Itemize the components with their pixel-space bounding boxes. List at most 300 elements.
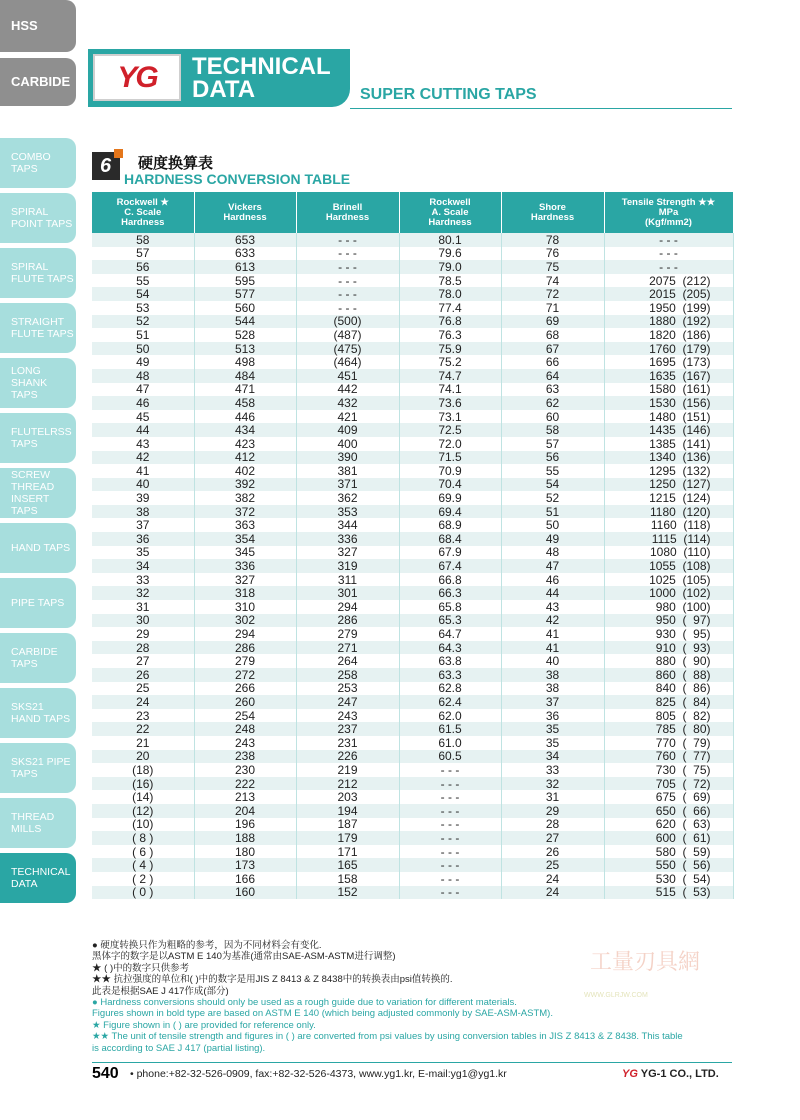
table-row: [92, 845, 733, 859]
table-cell: 345: [194, 546, 296, 560]
table-cell: 432: [296, 396, 399, 410]
table-cell: 260: [194, 695, 296, 709]
table-cell: 30: [92, 614, 194, 628]
table-cell: - - -: [399, 804, 501, 818]
table-cell: 613: [194, 260, 296, 274]
table-body: [92, 233, 733, 899]
table-row: [92, 247, 733, 261]
table-cell: 74.7: [399, 369, 501, 383]
table-cell: 47: [501, 559, 604, 573]
table-row: [92, 233, 733, 247]
table-cell: 67.4: [399, 559, 501, 573]
table-cell: 64.7: [399, 627, 501, 641]
table-cell: 160: [194, 886, 296, 900]
table-cell: 79.6: [399, 247, 501, 261]
table-cell: 910 ( 93): [604, 641, 733, 655]
table-row: [92, 722, 733, 736]
table-cell: 24: [92, 695, 194, 709]
table-cell: (10): [92, 818, 194, 832]
table-cell: 1295 (132): [604, 464, 733, 478]
table-cell: 68.4: [399, 532, 501, 546]
yg-logo-text: YG: [117, 60, 157, 94]
table-cell: 47: [92, 383, 194, 397]
table-row: [92, 600, 733, 614]
table-cell: 45: [92, 410, 194, 424]
table-cell: 2015 (205): [604, 287, 733, 301]
table-cell: 253: [296, 682, 399, 696]
table-cell: 20: [92, 750, 194, 764]
table-cell: 33: [92, 573, 194, 587]
table-cell: 35: [92, 546, 194, 560]
table-cell: 577: [194, 287, 296, 301]
sidebar-item-sks21-hand-taps[interactable]: SKS21 HAND TAPS: [0, 688, 76, 738]
table-cell: (500): [296, 315, 399, 329]
yg-logo: [93, 54, 181, 101]
table-cell: 371: [296, 478, 399, 492]
sidebar-item-flutelrss-taps[interactable]: FLUTELRSS TAPS: [0, 413, 76, 463]
footer-brand: YG YG-1 CO., LTD.: [622, 1068, 719, 1080]
table-cell: 434: [194, 423, 296, 437]
table-row: [92, 437, 733, 451]
table-cell: 226: [296, 750, 399, 764]
table-cell: 400: [296, 437, 399, 451]
table-cell: (487): [296, 328, 399, 342]
table-cell: 412: [194, 451, 296, 465]
sidebar-carbide[interactable]: CARBIDE: [0, 58, 76, 106]
table-cell: 62.8: [399, 682, 501, 696]
table-row: [92, 287, 733, 301]
table-cell: 63.3: [399, 668, 501, 682]
table-cell: (12): [92, 804, 194, 818]
table-cell: 63.8: [399, 654, 501, 668]
table-cell: 68.9: [399, 518, 501, 532]
table-cell: 33: [501, 763, 604, 777]
table-cell: 231: [296, 736, 399, 750]
sidebar-item-combo-taps[interactable]: COMBO TAPS: [0, 138, 76, 188]
table-cell: - - -: [296, 260, 399, 274]
table-row: [92, 464, 733, 478]
table-cell: 70.4: [399, 478, 501, 492]
table-cell: 1435 (146): [604, 423, 733, 437]
table-cell: 442: [296, 383, 399, 397]
table-cell: 70.9: [399, 464, 501, 478]
badge-corner-icon: [114, 149, 123, 158]
table-cell: 279: [296, 627, 399, 641]
table-cell: 75.2: [399, 355, 501, 369]
table-cell: 286: [296, 614, 399, 628]
table-cell: 372: [194, 505, 296, 519]
sidebar-item-straight-flute-taps[interactable]: STRAIGHT FLUTE TAPS: [0, 303, 76, 353]
table-cell: 705 ( 72): [604, 777, 733, 791]
table-cell: 28: [92, 641, 194, 655]
page-number: 540: [92, 1065, 119, 1082]
table-cell: 390: [296, 451, 399, 465]
table-cell: 327: [296, 546, 399, 560]
table-cell: 544: [194, 315, 296, 329]
table-cell: 71.5: [399, 451, 501, 465]
sidebar-item-thread-mills[interactable]: THREAD MILLS: [0, 798, 76, 848]
table-row: [92, 763, 733, 777]
table-cell: 1580 (161): [604, 383, 733, 397]
table-cell: 560: [194, 301, 296, 315]
sidebar-item-spiral-point-taps[interactable]: SPIRAL POINT TAPS: [0, 193, 76, 243]
table-cell: ( 8 ): [92, 831, 194, 845]
table-cell: 60.5: [399, 750, 501, 764]
table-cell: 213: [194, 790, 296, 804]
table-row: [92, 532, 733, 546]
table-row: [92, 301, 733, 315]
table-cell: 166: [194, 872, 296, 886]
table-cell: 620 ( 63): [604, 818, 733, 832]
table-cell: 471: [194, 383, 296, 397]
table-cell: 319: [296, 559, 399, 573]
table-row: [92, 396, 733, 410]
table-cell: 38: [501, 668, 604, 682]
section-title-en: HARDNESS CONVERSION TABLE: [124, 171, 351, 187]
table-cell: 40: [501, 654, 604, 668]
table-cell: 362: [296, 491, 399, 505]
table-row: [92, 695, 733, 709]
watermark: 工量刃具網: [590, 949, 701, 974]
table-cell: 41: [501, 627, 604, 641]
header-divider: [350, 108, 732, 109]
table-cell: 57: [501, 437, 604, 451]
table-row: [92, 355, 733, 369]
table-cell: 65.3: [399, 614, 501, 628]
table-cell: 41: [501, 641, 604, 655]
table-cell: 1180 (120): [604, 505, 733, 519]
table-cell: 247: [296, 695, 399, 709]
table-cell: 1000 (102): [604, 586, 733, 600]
table-cell: - - -: [399, 872, 501, 886]
table-cell: 158: [296, 872, 399, 886]
table-cell: 55: [501, 464, 604, 478]
table-cell: 243: [194, 736, 296, 750]
section-number-badge: 6: [92, 152, 120, 180]
table-cell: 825 ( 84): [604, 695, 733, 709]
table-cell: 272: [194, 668, 296, 682]
table-cell: 50: [501, 518, 604, 532]
note-cn-1b: 黑体字的数字是以ASTM E 140为基准(通常由SAE-ASM-ASTM进行调整): [92, 951, 396, 963]
table-cell: 203: [296, 790, 399, 804]
table-cell: 310: [194, 600, 296, 614]
table-cell: - - -: [399, 777, 501, 791]
table-cell: 78.5: [399, 274, 501, 288]
table-cell: 1025 (105): [604, 573, 733, 587]
table-cell: 77.4: [399, 301, 501, 315]
table-cell: 1635 (167): [604, 369, 733, 383]
page-title: TECHNICAL DATA: [192, 53, 331, 103]
section-title-cn: 硬度换算表: [138, 155, 214, 172]
column-header: Tensile Strength ★★ MPa (Kgf/mm2): [604, 192, 733, 233]
table-cell: - - -: [604, 247, 733, 261]
table-cell: 409: [296, 423, 399, 437]
table-cell: 25: [501, 858, 604, 872]
table-cell: 279: [194, 654, 296, 668]
table-cell: 730 ( 75): [604, 763, 733, 777]
table-cell: 353: [296, 505, 399, 519]
table-row: [92, 858, 733, 872]
table-cell: 67.9: [399, 546, 501, 560]
table-cell: 49: [92, 355, 194, 369]
table-cell: 196: [194, 818, 296, 832]
footer-contact[interactable]: • phone:+82-32-526-0909, fax:+82-32-526-4373, www.yg1.kr, E-mail:yg1@yg1.kr: [130, 1068, 507, 1080]
sidebar-item-long-shank-taps[interactable]: LONG SHANK TAPS: [0, 358, 76, 408]
table-cell: 513: [194, 342, 296, 356]
table-cell: 79.0: [399, 260, 501, 274]
column-header: Shore Hardness: [501, 192, 604, 233]
table-cell: 860 ( 88): [604, 668, 733, 682]
table-cell: ( 4 ): [92, 858, 194, 872]
sidebar-hss[interactable]: HSS: [0, 0, 76, 52]
table-cell: 248: [194, 722, 296, 736]
column-header: Vickers Hardness: [194, 192, 296, 233]
table-cell: 880 ( 90): [604, 654, 733, 668]
table-cell: 760 ( 77): [604, 750, 733, 764]
table-row: [92, 369, 733, 383]
table-row: [92, 777, 733, 791]
table-row: [92, 383, 733, 397]
sidebar-item-sks21-pipe-taps[interactable]: SKS21 PIPE TAPS: [0, 743, 76, 793]
table-cell: 61.0: [399, 736, 501, 750]
table-cell: 840 ( 86): [604, 682, 733, 696]
table-cell: 41: [92, 464, 194, 478]
table-cell: 980 (100): [604, 600, 733, 614]
table-cell: - - -: [296, 274, 399, 288]
table-cell: 36: [501, 709, 604, 723]
table-row: [92, 315, 733, 329]
table-cell: 51: [92, 328, 194, 342]
sidebar-item-spiral-flute-taps[interactable]: SPIRAL FLUTE TAPS: [0, 248, 76, 298]
table-cell: 40: [92, 478, 194, 492]
table-cell: 27: [92, 654, 194, 668]
table-cell: 51: [501, 505, 604, 519]
table-cell: 35: [501, 736, 604, 750]
note-en-1b: Figures shown in bold type are based on ASTM E 140 (which being adjusted commonly by SAE-ASM-ASTM).: [92, 1008, 553, 1020]
table-row: [92, 260, 733, 274]
table-cell: 23: [92, 709, 194, 723]
table-cell: 286: [194, 641, 296, 655]
table-cell: 595: [194, 274, 296, 288]
note-cn-3: ★★ 抗拉强度的单位和( )中的数字是用JIS Z 8413 & Z 8438中的转换表由psi值转换的.: [92, 974, 453, 986]
table-cell: - - -: [399, 818, 501, 832]
table-row: [92, 518, 733, 532]
table-cell: 37: [501, 695, 604, 709]
table-cell: 56: [501, 451, 604, 465]
table-cell: 2075 (212): [604, 274, 733, 288]
table-cell: 1695 (173): [604, 355, 733, 369]
table-cell: - - -: [296, 233, 399, 247]
table-cell: 930 ( 95): [604, 627, 733, 641]
table-cell: 194: [296, 804, 399, 818]
sidebar-item-technical-data[interactable]: TECHNICAL DATA: [0, 853, 76, 903]
table-cell: 69.9: [399, 491, 501, 505]
table-cell: 46: [92, 396, 194, 410]
table-cell: 65.8: [399, 600, 501, 614]
table-cell: 38: [92, 505, 194, 519]
table-cell: 238: [194, 750, 296, 764]
table-cell: 21: [92, 736, 194, 750]
table-row: [92, 505, 733, 519]
table-cell: 294: [194, 627, 296, 641]
table-cell: 78: [501, 233, 604, 247]
table-cell: 62.4: [399, 695, 501, 709]
table-cell: 1340 (136): [604, 451, 733, 465]
table-cell: 381: [296, 464, 399, 478]
table-cell: - - -: [399, 886, 501, 900]
table-cell: (18): [92, 763, 194, 777]
table-cell: 62: [501, 396, 604, 410]
table-cell: 54: [501, 478, 604, 492]
note-en-2: ★ Figure shown in ( ) are provided for reference only.: [92, 1019, 316, 1031]
table-cell: 294: [296, 600, 399, 614]
table-cell: 633: [194, 247, 296, 261]
table-cell: 49: [501, 532, 604, 546]
table-cell: (475): [296, 342, 399, 356]
table-cell: 78.0: [399, 287, 501, 301]
table-cell: 53: [92, 301, 194, 315]
table-row: [92, 818, 733, 832]
table-cell: 32: [92, 586, 194, 600]
table-cell: 68: [501, 328, 604, 342]
table-cell: 805 ( 82): [604, 709, 733, 723]
table-cell: 64: [501, 369, 604, 383]
table-cell: 336: [296, 532, 399, 546]
table-row: [92, 491, 733, 505]
table-cell: 31: [501, 790, 604, 804]
table-cell: 1760 (179): [604, 342, 733, 356]
table-cell: 1115 (114): [604, 532, 733, 546]
table-cell: 43: [92, 437, 194, 451]
sidebar-item-screw-thread-insert-taps[interactable]: SCREW THREAD INSERT TAPS: [0, 468, 76, 518]
table-cell: 34: [92, 559, 194, 573]
table-cell: 24: [501, 886, 604, 900]
table-cell: 219: [296, 763, 399, 777]
note-cn-2: ★ ( )中的数字只供参考: [92, 962, 190, 974]
table-cell: 72.5: [399, 423, 501, 437]
table-cell: - - -: [604, 233, 733, 247]
table-cell: 62.0: [399, 709, 501, 723]
table-cell: 528: [194, 328, 296, 342]
table-cell: 60: [501, 410, 604, 424]
table-cell: 35: [501, 722, 604, 736]
table-cell: 28: [501, 818, 604, 832]
table-cell: 76.8: [399, 315, 501, 329]
table-cell: 484: [194, 369, 296, 383]
table-cell: 71: [501, 301, 604, 315]
table-cell: 66.8: [399, 573, 501, 587]
table-cell: 243: [296, 709, 399, 723]
note-cn-3b: 此表是根据SAE J 417作成(部分): [92, 985, 229, 997]
sidebar-item-pipe-taps[interactable]: PIPE TAPS: [0, 578, 76, 628]
sidebar-item-carbide-taps[interactable]: CARBIDE TAPS: [0, 633, 76, 683]
table-cell: 1080 (110): [604, 546, 733, 560]
table-cell: 187: [296, 818, 399, 832]
table-cell: 237: [296, 722, 399, 736]
table-cell: 26: [501, 845, 604, 859]
table-row: [92, 559, 733, 573]
table-cell: 50: [92, 342, 194, 356]
table-cell: 54: [92, 287, 194, 301]
table-cell: 76.3: [399, 328, 501, 342]
table-row: [92, 682, 733, 696]
table-cell: 1250 (127): [604, 478, 733, 492]
table-cell: 188: [194, 831, 296, 845]
table-row: [92, 342, 733, 356]
table-cell: 498: [194, 355, 296, 369]
note-cn-1: ● 硬度转换只作为粗略的参考，因为不同材料会有变化.: [92, 940, 322, 951]
table-cell: 302: [194, 614, 296, 628]
table-cell: 66: [501, 355, 604, 369]
table-cell: 311: [296, 573, 399, 587]
table-cell: 264: [296, 654, 399, 668]
table-cell: 530 ( 54): [604, 872, 733, 886]
table-cell: 38: [501, 682, 604, 696]
table-cell: 1385 (141): [604, 437, 733, 451]
table-cell: 171: [296, 845, 399, 859]
footer-divider: [92, 1062, 732, 1063]
table-cell: 61.5: [399, 722, 501, 736]
table-row: [92, 750, 733, 764]
table-cell: 675 ( 69): [604, 790, 733, 804]
table-cell: - - -: [399, 858, 501, 872]
table-cell: 75.9: [399, 342, 501, 356]
page-subtitle: SUPER CUTTING TAPS: [360, 86, 537, 103]
table-cell: 57: [92, 247, 194, 261]
table-row: [92, 614, 733, 628]
table-cell: 37: [92, 518, 194, 532]
table-row: [92, 790, 733, 804]
table-row: [92, 627, 733, 641]
table-cell: 27: [501, 831, 604, 845]
table-cell: 770 ( 79): [604, 736, 733, 750]
hardness-table: [92, 192, 734, 899]
table-cell: 1160 (118): [604, 518, 733, 532]
table-cell: 1215 (124): [604, 491, 733, 505]
table-row: [92, 478, 733, 492]
note-en-3: ★★ The unit of tensile strength and figures in ( ) are converted from psi values by using conversion tables in JIS Z 8413 & Z 8438. This table: [92, 1031, 683, 1043]
table-cell: - - -: [296, 287, 399, 301]
table-cell: 1880 (192): [604, 315, 733, 329]
table-cell: (464): [296, 355, 399, 369]
table-cell: 69.4: [399, 505, 501, 519]
table-cell: 446: [194, 410, 296, 424]
table-cell: 1950 (199): [604, 301, 733, 315]
table-cell: 550 ( 56): [604, 858, 733, 872]
table-cell: 653: [194, 233, 296, 247]
table-cell: 392: [194, 478, 296, 492]
table-cell: - - -: [296, 301, 399, 315]
table-cell: 1530 (156): [604, 396, 733, 410]
table-cell: 515 ( 53): [604, 886, 733, 900]
table-row: [92, 641, 733, 655]
table-cell: 80.1: [399, 233, 501, 247]
table-cell: 69: [501, 315, 604, 329]
table-cell: - - -: [399, 790, 501, 804]
table-row: [92, 546, 733, 560]
table-cell: 301: [296, 586, 399, 600]
table-cell: 179: [296, 831, 399, 845]
table-cell: 266: [194, 682, 296, 696]
sidebar-item-hand-taps[interactable]: HAND TAPS: [0, 523, 76, 573]
table-cell: 73.6: [399, 396, 501, 410]
table-cell: 42: [501, 614, 604, 628]
table-cell: 72: [501, 287, 604, 301]
table-row: [92, 804, 733, 818]
note-en-1: ● Hardness conversions should only be used as a rough guide due to variation for different materials.: [92, 997, 517, 1009]
table-row: [92, 274, 733, 288]
table-cell: 44: [92, 423, 194, 437]
